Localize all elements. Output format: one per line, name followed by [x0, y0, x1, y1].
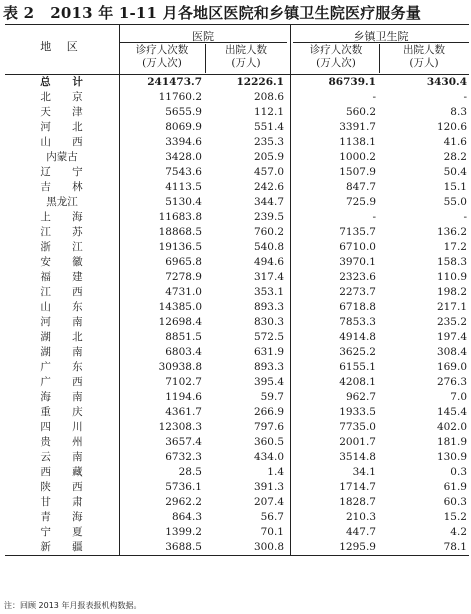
table-row — [5, 465, 469, 480]
hospital-visits-cell: 14385.0 — [158, 301, 202, 313]
hospital-discharges-cell: 242.6 — [253, 181, 284, 193]
hospital-discharges-cell: 457.0 — [253, 166, 284, 178]
table-row — [5, 285, 469, 300]
hospital-discharges-cell: 830.3 — [253, 316, 284, 328]
hospital-visits-cell: 241473.7 — [147, 76, 202, 88]
clinic-discharges-cell: 158.3 — [436, 256, 467, 268]
clinic-discharges-cell: 235.2 — [436, 316, 467, 328]
clinic-visits-cell: 725.9 — [345, 196, 376, 208]
clinic-discharges-cell: 78.1 — [443, 541, 467, 553]
region-cell: 青 海 — [40, 511, 92, 523]
clinic-discharges-cell: - — [463, 91, 467, 103]
hospital-visits-cell: 3688.5 — [165, 541, 202, 553]
region-cell: 河 北 — [40, 121, 92, 133]
table-row — [5, 375, 469, 390]
table-row — [5, 330, 469, 345]
header-clinic-discharges-text: 出院人数 (万人) — [403, 44, 445, 69]
hospital-discharges-cell: 207.4 — [253, 496, 284, 508]
region-cell: 山 东 — [40, 301, 92, 313]
hospital-visits-cell: 1399.2 — [165, 526, 202, 538]
table-row — [5, 435, 469, 450]
hospital-discharges-cell: 344.7 — [253, 196, 284, 208]
hospital-discharges-cell: 56.7 — [260, 511, 284, 523]
hospital-discharges-cell: 205.9 — [253, 151, 284, 163]
hospital-discharges-cell: 540.8 — [253, 241, 284, 253]
clinic-visits-cell: 962.7 — [345, 391, 376, 403]
hospital-visits-cell: 12698.4 — [158, 316, 202, 328]
hospital-visits-cell: 18868.5 — [158, 226, 202, 238]
statistics-table — [5, 24, 469, 556]
hospital-visits-cell: 4731.0 — [165, 286, 202, 298]
region-cell: 上 海 — [40, 211, 92, 223]
hospital-discharges-cell: 572.5 — [253, 331, 284, 343]
clinic-discharges-cell: 50.4 — [443, 166, 467, 178]
table-row — [5, 345, 469, 360]
table-row — [5, 540, 469, 555]
clinic-visits-cell: - — [372, 211, 376, 223]
region-cell: 内蒙古 — [46, 151, 78, 163]
hospital-visits-cell: 8851.5 — [165, 331, 202, 343]
header-hospital-discharges-text: 出院人数 (万人) — [225, 44, 267, 69]
region-cell: 江 苏 — [40, 226, 92, 238]
table-row — [5, 165, 469, 180]
table-row — [5, 405, 469, 420]
hospital-visits-cell: 6803.4 — [165, 346, 202, 358]
clinic-discharges-cell: 402.0 — [436, 421, 467, 433]
header-hospital-discharges — [205, 44, 287, 73]
clinic-visits-cell: 7735.0 — [339, 421, 376, 433]
clinic-discharges-cell: 136.2 — [436, 226, 467, 238]
hospital-discharges-cell: 797.6 — [253, 421, 284, 433]
table-row — [5, 255, 469, 270]
table-row — [5, 360, 469, 375]
clinic-discharges-cell: 198.2 — [436, 286, 467, 298]
clinic-visits-cell: 560.2 — [345, 106, 376, 118]
clinic-visits-cell: 7135.7 — [339, 226, 376, 238]
region-cell: 贵 州 — [40, 436, 92, 448]
hospital-discharges-cell: 239.5 — [253, 211, 284, 223]
table-row — [5, 225, 469, 240]
table-row — [5, 195, 469, 210]
hospital-discharges-cell: 317.4 — [253, 271, 284, 283]
clinic-discharges-cell: 197.4 — [436, 331, 467, 343]
table-row — [5, 420, 469, 435]
clinic-visits-cell: 1933.5 — [339, 406, 376, 418]
region-cell: 宁 夏 — [40, 526, 92, 538]
table-row-total — [5, 75, 469, 90]
region-cell: 重 庆 — [40, 406, 92, 418]
region-cell: 海 南 — [40, 391, 92, 403]
clinic-visits-cell: 2273.7 — [339, 286, 376, 298]
clinic-visits-cell: 2323.6 — [339, 271, 376, 283]
hospital-visits-cell: 12308.3 — [158, 421, 202, 433]
hospital-discharges-cell: 208.6 — [253, 91, 284, 103]
clinic-discharges-cell: 181.9 — [436, 436, 467, 448]
header-hospital-visits-text: 诊疗人次数 (万人次) — [135, 44, 189, 69]
region-cell: 福 建 — [40, 271, 92, 283]
hospital-discharges-cell: 391.3 — [253, 481, 284, 493]
clinic-discharges-cell: 276.3 — [436, 376, 467, 388]
hospital-discharges-cell: 70.1 — [260, 526, 284, 538]
table-title — [3, 2, 469, 22]
clinic-visits-cell: 1507.9 — [339, 166, 376, 178]
region-cell: 新 疆 — [40, 541, 92, 553]
hospital-visits-cell: 5655.9 — [165, 106, 202, 118]
hospital-discharges-cell: 551.4 — [253, 121, 284, 133]
clinic-discharges-cell: 217.1 — [436, 301, 467, 313]
hospital-visits-cell: 6732.3 — [165, 451, 202, 463]
table-row — [5, 495, 469, 510]
table-row — [5, 270, 469, 285]
header-clinic-visits-text: 诊疗人次数 (万人次) — [309, 44, 363, 69]
clinic-visits-cell: 4914.8 — [339, 331, 376, 343]
hospital-discharges-cell: 631.9 — [253, 346, 284, 358]
region-cell: 云 南 — [40, 451, 92, 463]
clinic-discharges-cell: 130.9 — [436, 451, 467, 463]
region-cell: 浙 江 — [40, 241, 92, 253]
table-row — [5, 480, 469, 495]
table-header — [5, 25, 469, 75]
clinic-discharges-cell: 145.4 — [436, 406, 467, 418]
clinic-discharges-cell: 15.1 — [443, 181, 467, 193]
clinic-visits-cell: 7853.3 — [339, 316, 376, 328]
table-footnote: 注：回顾 2013 年月报表报机构数据。 — [4, 601, 142, 610]
hospital-visits-cell: 8069.9 — [165, 121, 202, 133]
clinic-discharges-cell: 3430.4 — [426, 76, 467, 88]
hospital-discharges-cell: 12226.1 — [236, 76, 284, 88]
clinic-discharges-cell: 110.9 — [436, 271, 467, 283]
clinic-discharges-cell: 28.2 — [443, 151, 467, 163]
hospital-discharges-cell: 59.7 — [260, 391, 284, 403]
clinic-visits-cell: 3625.2 — [339, 346, 376, 358]
clinic-visits-cell: 1714.7 — [339, 481, 376, 493]
hospital-visits-cell: 19136.5 — [158, 241, 202, 253]
region-cell: 安 徽 — [40, 256, 92, 268]
table-row — [5, 120, 469, 135]
hospital-visits-cell: 7102.7 — [165, 376, 202, 388]
header-group-hospital: 医院 — [119, 28, 287, 43]
table-row — [5, 510, 469, 525]
clinic-discharges-cell: 308.4 — [436, 346, 467, 358]
clinic-visits-cell: 1000.2 — [339, 151, 376, 163]
table-row — [5, 525, 469, 540]
hospital-discharges-cell: 360.5 — [253, 436, 284, 448]
clinic-discharges-cell: 55.0 — [443, 196, 467, 208]
table-row — [5, 240, 469, 255]
clinic-discharges-cell: 60.3 — [443, 496, 467, 508]
region-cell: 甘 肃 — [40, 496, 92, 508]
clinic-discharges-cell: 169.0 — [436, 361, 467, 373]
clinic-visits-cell: 210.3 — [345, 511, 376, 523]
region-cell: 湖 南 — [40, 346, 92, 358]
header-hospital-visits — [119, 44, 206, 73]
hospital-discharges-cell: 893.3 — [253, 361, 284, 373]
clinic-visits-cell: 86739.1 — [328, 76, 376, 88]
clinic-visits-cell: 447.7 — [345, 526, 376, 538]
clinic-discharges-cell: 120.6 — [436, 121, 467, 133]
header-clinic-visits — [293, 44, 380, 73]
table-body — [5, 75, 469, 556]
hospital-visits-cell: 2962.2 — [165, 496, 202, 508]
hospital-discharges-cell: 353.1 — [253, 286, 284, 298]
table-row — [5, 390, 469, 405]
hospital-visits-cell: 5736.1 — [165, 481, 202, 493]
hospital-discharges-cell: 235.3 — [253, 136, 284, 148]
hospital-visits-cell: 3428.0 — [165, 151, 202, 163]
clinic-visits-cell: 2001.7 — [339, 436, 376, 448]
hospital-visits-cell: 7278.9 — [165, 271, 202, 283]
header-clinic-discharges — [379, 44, 469, 73]
clinic-visits-cell: 1138.1 — [339, 136, 376, 148]
clinic-visits-cell: 4208.1 — [339, 376, 376, 388]
hospital-visits-cell: 11683.8 — [158, 211, 202, 223]
hospital-discharges-cell: 395.4 — [253, 376, 284, 388]
region-cell: 天 津 — [40, 106, 92, 118]
clinic-visits-cell: 1828.7 — [339, 496, 376, 508]
region-cell: 山 西 — [40, 136, 92, 148]
hospital-visits-cell: 11760.2 — [158, 91, 202, 103]
hospital-visits-cell: 1194.6 — [165, 391, 202, 403]
hospital-visits-cell: 30938.8 — [158, 361, 202, 373]
clinic-visits-cell: 3970.1 — [339, 256, 376, 268]
table-row — [5, 450, 469, 465]
clinic-discharges-cell: 17.2 — [443, 241, 467, 253]
clinic-visits-cell: 6155.1 — [339, 361, 376, 373]
table-row — [5, 135, 469, 150]
clinic-discharges-cell: 15.2 — [443, 511, 467, 523]
region-cell: 总 计 — [40, 76, 92, 88]
table-row — [5, 105, 469, 120]
hospital-discharges-cell: 494.6 — [253, 256, 284, 268]
clinic-discharges-cell: - — [463, 211, 467, 223]
hospital-visits-cell: 3657.4 — [165, 436, 202, 448]
clinic-visits-cell: 6710.0 — [339, 241, 376, 253]
hospital-visits-cell: 5130.4 — [165, 196, 202, 208]
hospital-discharges-cell: 266.9 — [253, 406, 284, 418]
clinic-discharges-cell: 8.3 — [450, 106, 467, 118]
clinic-visits-cell: 1295.9 — [339, 541, 376, 553]
region-cell: 广 西 — [40, 376, 92, 388]
hospital-visits-cell: 3394.6 — [165, 136, 202, 148]
table-row — [5, 150, 469, 165]
clinic-visits-cell: 6718.8 — [339, 301, 376, 313]
region-cell: 四 川 — [40, 421, 92, 433]
hospital-visits-cell: 4113.5 — [165, 181, 202, 193]
clinic-visits-cell: 3391.7 — [339, 121, 376, 133]
table-number: 表 2 — [3, 4, 35, 22]
region-cell: 辽 宁 — [40, 166, 92, 178]
hospital-visits-cell: 864.3 — [171, 511, 202, 523]
hospital-visits-cell: 4361.7 — [165, 406, 202, 418]
table-row — [5, 300, 469, 315]
hospital-discharges-cell: 112.1 — [253, 106, 284, 118]
region-cell: 北 京 — [40, 91, 92, 103]
clinic-visits-cell: - — [372, 91, 376, 103]
hospital-visits-cell: 6965.8 — [165, 256, 202, 268]
clinic-visits-cell: 847.7 — [345, 181, 376, 193]
region-cell: 黑龙江 — [46, 196, 78, 208]
clinic-discharges-cell: 61.9 — [443, 481, 467, 493]
clinic-visits-cell: 34.1 — [352, 466, 376, 478]
hospital-visits-cell: 28.5 — [178, 466, 202, 478]
hospital-discharges-cell: 1.4 — [267, 466, 284, 478]
table-row — [5, 180, 469, 195]
header-divider — [290, 25, 291, 74]
hospital-discharges-cell: 760.2 — [253, 226, 284, 238]
clinic-discharges-cell: 41.6 — [443, 136, 467, 148]
table-row — [5, 315, 469, 330]
table-row — [5, 210, 469, 225]
table-caption: 2013 年 1-11 月各地区医院和乡镇卫生院医疗服务量 — [50, 4, 422, 22]
region-cell: 西 藏 — [40, 466, 92, 478]
region-cell: 吉 林 — [40, 181, 92, 193]
region-cell: 湖 北 — [40, 331, 92, 343]
region-cell: 河 南 — [40, 316, 92, 328]
region-cell: 广 东 — [40, 361, 92, 373]
hospital-visits-cell: 7543.6 — [165, 166, 202, 178]
clinic-discharges-cell: 7.0 — [450, 391, 467, 403]
hospital-discharges-cell: 893.3 — [253, 301, 284, 313]
clinic-discharges-cell: 4.2 — [450, 526, 467, 538]
clinic-discharges-cell: 0.3 — [450, 466, 467, 478]
region-cell: 陕 西 — [40, 481, 92, 493]
table-row — [5, 90, 469, 105]
header-group-township-clinic: 乡镇卫生院 — [293, 28, 469, 43]
region-cell: 江 西 — [40, 286, 92, 298]
header-region: 地 区 — [40, 40, 84, 53]
clinic-visits-cell: 3514.8 — [339, 451, 376, 463]
hospital-discharges-cell: 434.0 — [253, 451, 284, 463]
hospital-discharges-cell: 300.8 — [253, 541, 284, 553]
